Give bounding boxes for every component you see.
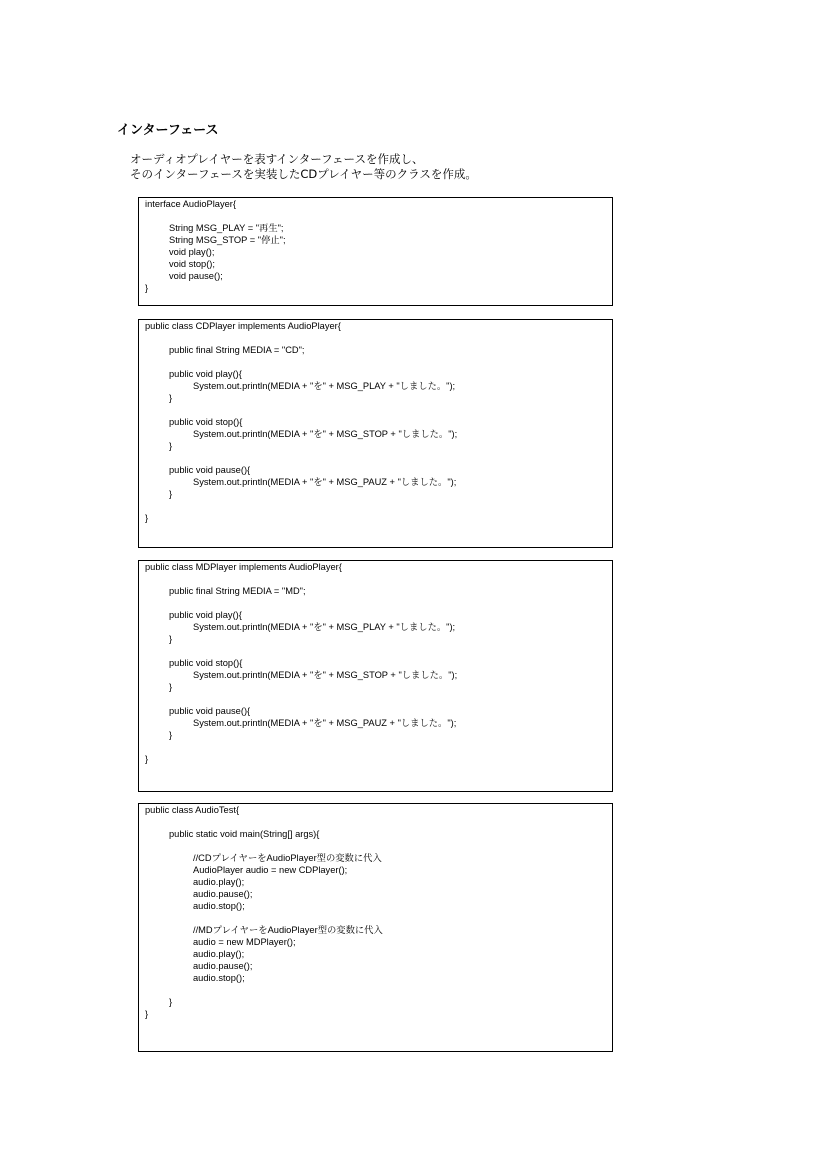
code-line: interface AudioPlayer{ [145,199,236,209]
code-line: void stop(); [169,259,215,269]
code-line [139,693,612,705]
code-line: System.out.println(MEDIA + "を" + MSG_PLAY + "しました。"); [193,381,456,391]
code-line: public void stop(){ [169,658,243,668]
code-line: } [169,393,173,403]
code-line [139,816,612,828]
code-line: public void play(){ [169,610,242,620]
code-line: System.out.println(MEDIA + "を" + MSG_PAUZ + "しました。"); [193,718,457,728]
code-line: } [169,489,173,499]
code-block-mdplayer [138,560,613,792]
code-line: System.out.println(MEDIA + "を" + MSG_PAUZ + "しました。"); [193,477,457,487]
code-line [139,356,612,368]
intro-text [130,152,477,182]
code-line: } [145,283,149,293]
code-line [139,645,612,657]
code-line: public final String MEDIA = "CD"; [169,345,305,355]
code-line [139,984,612,996]
code-line [139,404,612,416]
code-line: } [169,441,173,451]
code-line: AudioPlayer audio = new CDPlayer(); [193,865,348,875]
code-line: public void play(){ [169,369,242,379]
code-line: audio.stop(); [193,973,245,983]
section-heading: インターフェース [117,123,219,138]
code-line: audio = new MDPlayer(); [193,937,296,947]
code-line: String MSG_STOP = "停止"; [169,235,286,245]
code-line: public final String MEDIA = "MD"; [169,586,306,596]
code-line: } [145,1009,149,1019]
code-line: audio.stop(); [193,901,245,911]
code-line: System.out.println(MEDIA + "を" + MSG_STOP + "しました。"); [193,429,458,439]
code-block-audiotest [138,803,613,1052]
code-line: } [145,754,149,764]
intro-line: そのインターフェースを実装したCDプレイヤー等のクラスを作成。 [130,167,477,181]
code-line: audio.pause(); [193,961,253,971]
code-line [139,597,612,609]
code-line: public static void main(String[] args){ [169,829,320,839]
code-line: public void stop(){ [169,417,243,427]
code-line: //MDプレイヤーをAudioPlayer型の変数に代入 [193,925,383,935]
code-line: public class AudioTest{ [145,805,240,815]
code-line: audio.play(); [193,949,245,959]
code-line [139,741,612,753]
code-line: public void pause(){ [169,465,251,475]
code-line: void play(); [169,247,215,257]
code-line [139,912,612,924]
code-line [139,210,612,222]
code-line: System.out.println(MEDIA + "を" + MSG_PLAY + "しました。"); [193,622,456,632]
code-line: } [169,997,173,1007]
code-line: audio.play(); [193,877,245,887]
code-line: //CDプレイヤーをAudioPlayer型の変数に代入 [193,853,382,863]
code-line: } [169,634,173,644]
code-line: String MSG_PLAY = "再生"; [169,223,284,233]
code-line: } [169,682,173,692]
code-block-interface [138,197,613,306]
code-line: public void pause(){ [169,706,251,716]
code-line [139,573,612,585]
code-line [139,332,612,344]
code-line: } [145,513,149,523]
code-line: audio.pause(); [193,889,253,899]
code-line: } [169,730,173,740]
code-line: public class MDPlayer implements AudioPlayer{ [145,562,342,572]
intro-line: オーディオプレイヤーを表すインターフェースを作成し、 [130,152,424,166]
code-line [139,452,612,464]
code-block-cdplayer [138,319,613,548]
code-line: void pause(); [169,271,223,281]
code-line: System.out.println(MEDIA + "を" + MSG_STOP + "しました。"); [193,670,458,680]
code-line: public class CDPlayer implements AudioPlayer{ [145,321,341,331]
code-line [139,840,612,852]
code-line [139,500,612,512]
